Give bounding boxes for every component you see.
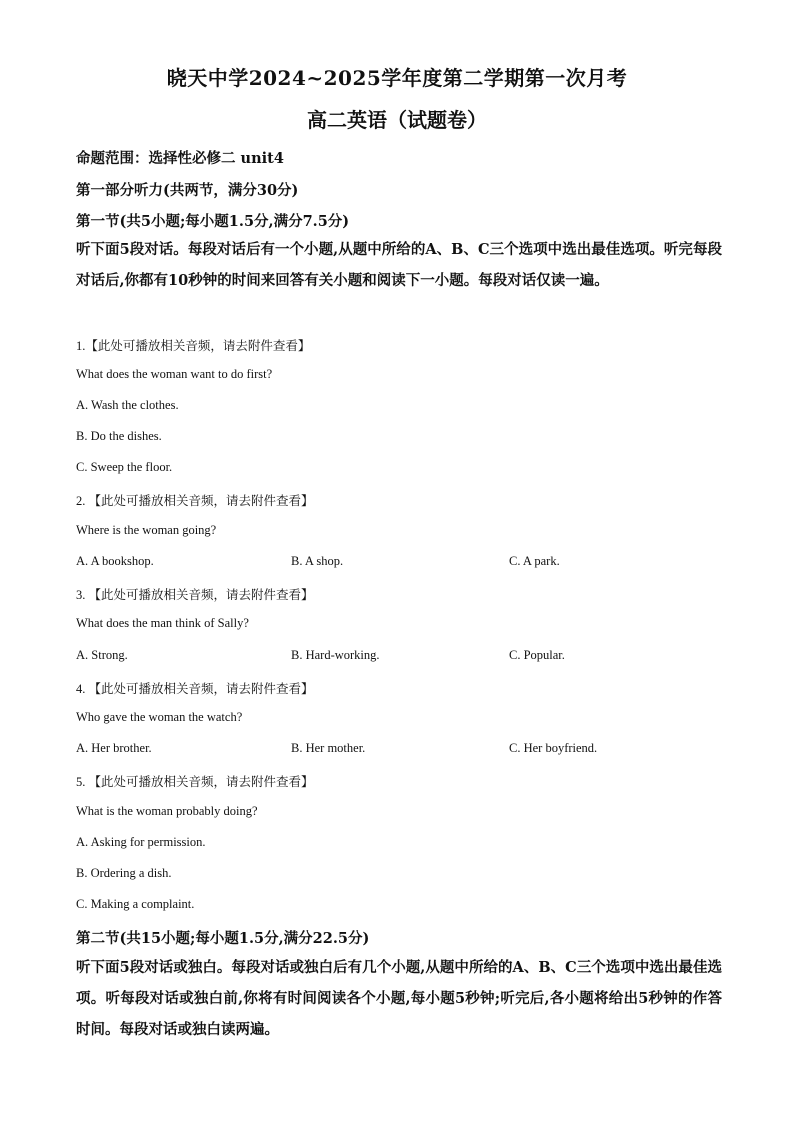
question-1-option-a: A. Wash the clothes.: [76, 398, 179, 412]
exam-subtitle: 高二英语（试题卷）: [307, 108, 487, 132]
question-2-option-c: C. A park.: [509, 554, 560, 568]
question-2-option-a: A. A bookshop.: [76, 554, 154, 568]
question-2-option-b: B. A shop.: [291, 554, 344, 568]
exam-scope: 命题范围：选择性必修二 unit4: [76, 150, 284, 167]
section1-heading: 第一节(共5小题;每小题1.5分,满分7.5分): [76, 213, 350, 230]
question-4-label: 4. 【此处可播放相关音频，请去附件查看】: [76, 682, 314, 696]
question-3-label: 3. 【此处可播放相关音频，请去附件查看】: [76, 588, 314, 602]
question-1-option-b: B. Do the dishes.: [76, 429, 162, 443]
question-2-label: 2. 【此处可播放相关音频，请去附件查看】: [76, 494, 314, 508]
question-1-text: What does the woman want to do first?: [76, 367, 273, 381]
section2-instructions: 听下面5段对话或独白。每段对话或独白后有几个小题,从题中所给的A、B、C三个选项中选出最佳选项。听每段对话或独白前,你将有时间阅读各个小题,每小题5秒钟;听完后,各小题将给出5秒钟的作答时间。每段对话或独白读两遍。: [76, 959, 722, 1038]
question-1-label: 1.【此处可播放相关音频，请去附件查看】: [76, 339, 311, 353]
section1-instructions: 听下面5段对话。每段对话后有一个小题,从题中所给的A、B、C三个选项中选出最佳选项。听完每段对话后,你都有10秒钟的时间来回答有关小题和阅读下一小题。每段对话仅读一遍。: [76, 241, 722, 289]
part1-heading: 第一部分听力(共两节，满分30分): [76, 182, 299, 199]
question-4-text: Who gave the woman the watch?: [76, 710, 243, 724]
question-4-option-c: C. Her boyfriend.: [509, 741, 598, 755]
question-5-option-c: C. Making a complaint.: [76, 897, 195, 911]
question-3-option-c: C. Popular.: [509, 648, 565, 662]
question-5-text: What is the woman probably doing?: [76, 804, 258, 818]
question-5-option-b: B. Ordering a dish.: [76, 866, 172, 880]
question-3-text: What does the man think of Sally?: [76, 616, 249, 630]
exam-title: 晓天中学2024~2025学年度第二学期第一次月考: [166, 66, 628, 90]
question-4-option-a: A. Her brother.: [76, 741, 152, 755]
question-3-option-b: B. Hard-working.: [291, 648, 380, 662]
question-5-label: 5. 【此处可播放相关音频，请去附件查看】: [76, 775, 314, 789]
question-4-option-b: B. Her mother.: [291, 741, 366, 755]
question-3-option-a: A. Strong.: [76, 648, 128, 662]
question-1-option-c: C. Sweep the floor.: [76, 460, 173, 474]
question-5-option-a: A. Asking for permission.: [76, 835, 206, 849]
question-2-text: Where is the woman going?: [76, 523, 217, 537]
section2-heading: 第二节(共15小题;每小题1.5分,满分22.5分): [76, 930, 370, 947]
